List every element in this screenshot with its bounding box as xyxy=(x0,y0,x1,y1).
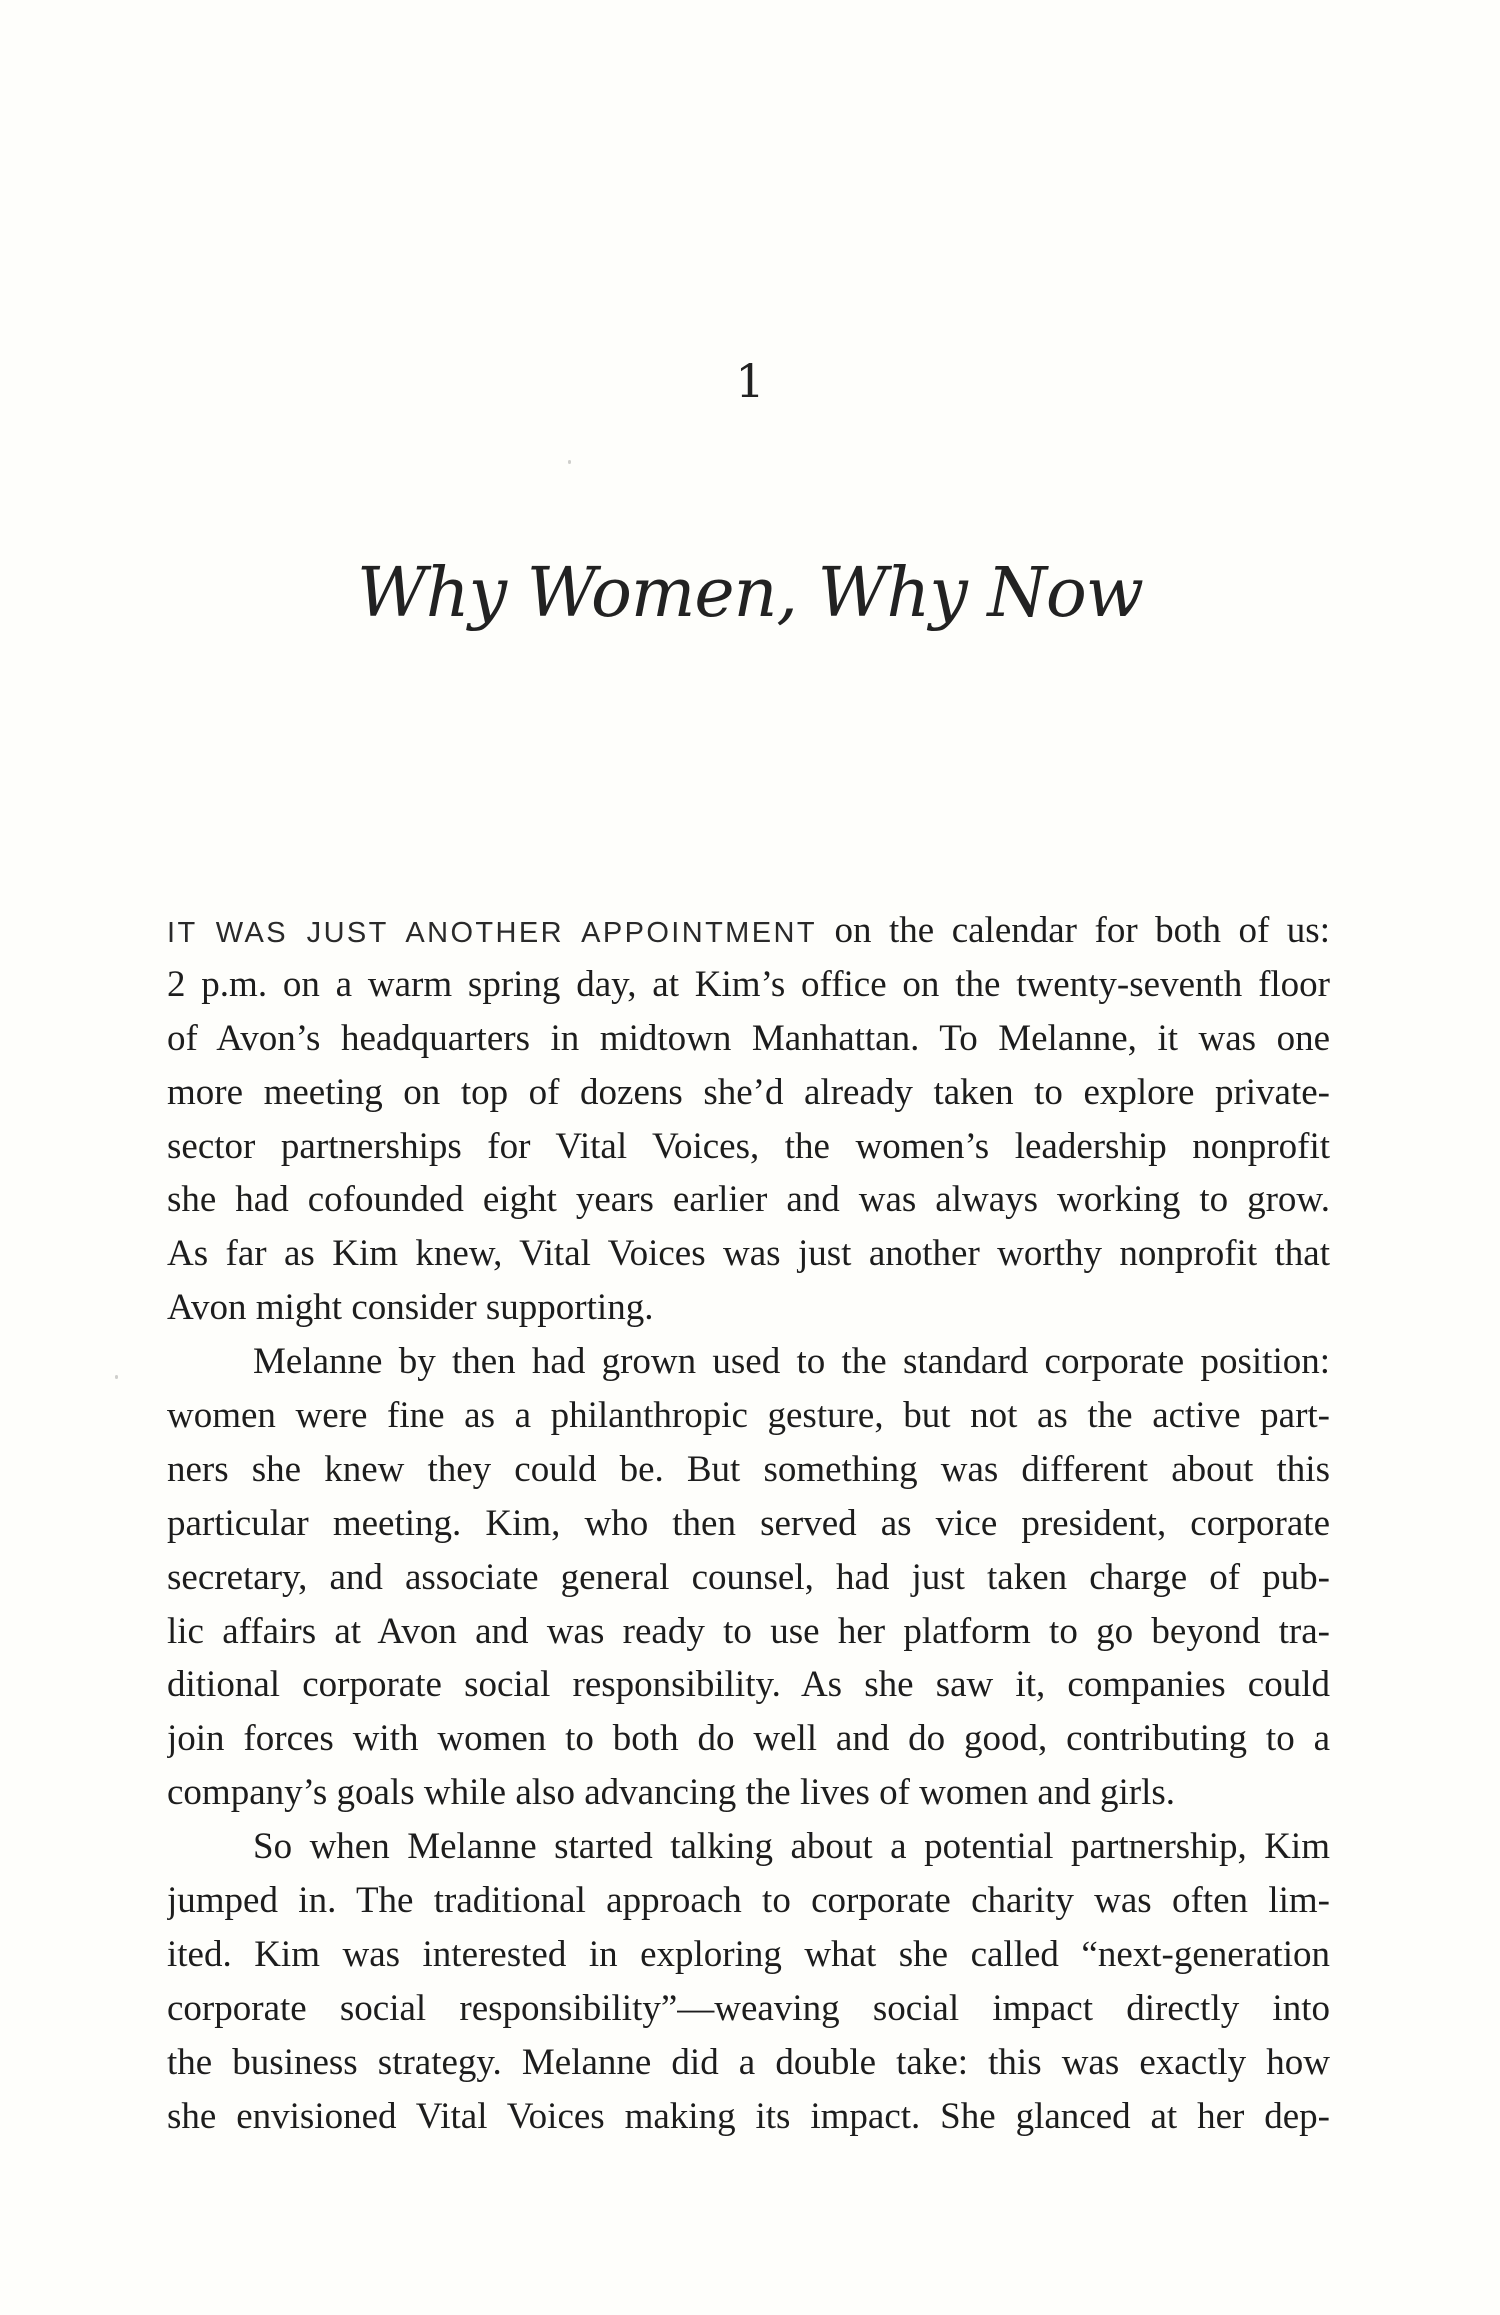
text-line: ners she knew they could be. But something was different about this xyxy=(167,1448,1330,1490)
text-line: ited. Kim was interested in exploring what she called “next-generation xyxy=(167,1933,1330,1975)
lead-in-smallcaps: IT WAS JUST ANOTHER APPOINTMENT xyxy=(167,917,817,949)
text-line: she envisioned Vital Voices making its impact. She glanced at her dep- xyxy=(167,2095,1330,2137)
text-line: secretary, and associate general counsel, had just taken charge of pub- xyxy=(167,1556,1330,1598)
chapter-body xyxy=(167,904,1330,2143)
text-line: ditional corporate social responsibility. As she saw it, companies could xyxy=(167,1664,1330,1706)
text-line: sector partnerships for Vital Voices, the women’s leadership nonprofit xyxy=(167,1125,1330,1167)
text-line: 2 p.m. on a warm spring day, at Kim’s office on the twenty-seventh floor xyxy=(167,963,1330,1005)
scan-speck xyxy=(568,460,571,464)
text-line: of Avon’s headquarters in midtown Manhattan. To Melanne, it was one xyxy=(167,1017,1330,1059)
paragraph-3 xyxy=(167,1820,1330,2143)
text-line: Avon might consider supporting. xyxy=(167,1287,654,1329)
chapter-title: Why Women, Why Now xyxy=(356,554,1144,633)
text-line: join forces with women to both do well and do good, contributing to a xyxy=(167,1718,1330,1760)
text-line: women were fine as a philanthropic gesture, but not as the active part- xyxy=(167,1395,1330,1437)
text-line: lic affairs at Avon and was ready to use her platform to go beyond tra- xyxy=(167,1610,1330,1652)
paragraph-2 xyxy=(167,1335,1330,1820)
text-line: she had cofounded eight years earlier and was always working to grow. xyxy=(167,1179,1330,1221)
scan-speck xyxy=(115,1375,118,1379)
text-line: particular meeting. Kim, who then served as vice president, corporate xyxy=(167,1502,1330,1544)
text-line: corporate social responsibility”—weaving social impact directly into xyxy=(167,1987,1330,2029)
paragraph-1 xyxy=(167,904,1330,1335)
text-line: So when Melanne started talking about a potential partnership, Kim xyxy=(253,1826,1330,1868)
text-line: As far as Kim knew, Vital Voices was just another worthy nonprofit that xyxy=(167,1233,1330,1275)
text-line: IT WAS JUST ANOTHER APPOINTMENT on the calendar for both of us: xyxy=(167,910,1330,951)
text-line: jumped in. The traditional approach to corporate charity was often lim- xyxy=(167,1880,1330,1922)
text-line: Melanne by then had grown used to the standard corporate position: xyxy=(253,1341,1330,1383)
text-line: company’s goals while also advancing the lives of women and girls. xyxy=(167,1772,1176,1814)
text-line: more meeting on top of dozens she’d already taken to explore private- xyxy=(167,1071,1330,1113)
text-line: the business strategy. Melanne did a double take: this was exactly how xyxy=(167,2041,1330,2083)
chapter-number: 1 xyxy=(735,354,765,408)
